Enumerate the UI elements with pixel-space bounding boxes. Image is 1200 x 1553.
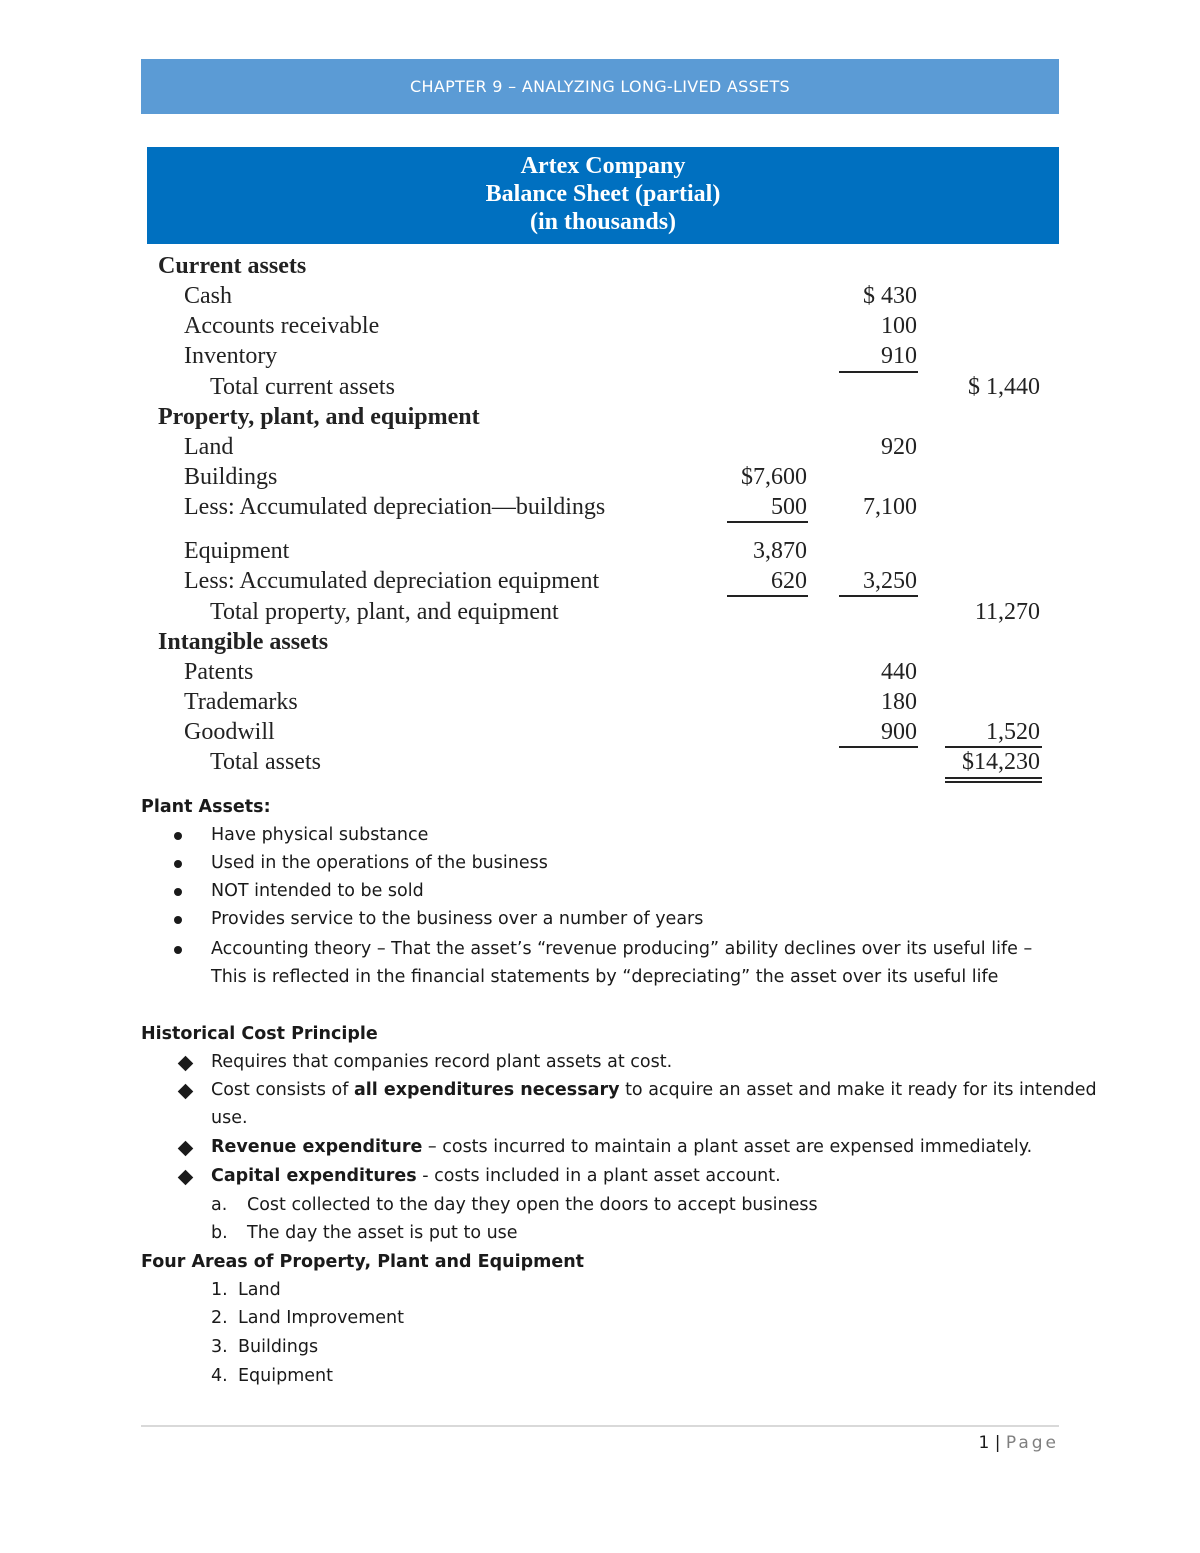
row-buildings-depreciation (0, 492, 1200, 522)
row-goodwill (0, 717, 1200, 747)
row-value: $ 1,440 (968, 374, 1040, 400)
row-value: 620 (771, 568, 807, 594)
bold-text: Capital expenditures (211, 1166, 417, 1186)
footer-separator: | (994, 1433, 1001, 1453)
row-label: Cash (184, 283, 232, 309)
item-text: Buildings (238, 1337, 319, 1357)
footer-divider (141, 1425, 1059, 1427)
text-fragment: – costs incurred to maintain a plant asset are expensed immediately. (422, 1137, 1033, 1157)
item-text: Land (238, 1280, 281, 1300)
diamond-bullet-icon (178, 1056, 194, 1072)
diamond-bullet-icon (178, 1170, 194, 1186)
diamond-bullet-icon (178, 1141, 194, 1157)
row-total-current-assets (0, 372, 1200, 402)
numbered-item (211, 1337, 318, 1357)
list-item: Used in the operations of the business (211, 853, 548, 873)
list-item: NOT intended to be sold (211, 881, 424, 901)
sub-item-text: The day the asset is put to use (247, 1223, 518, 1243)
numbered-item (211, 1280, 281, 1300)
row-value: 100 (881, 313, 917, 339)
row-value: $ 430 (863, 283, 917, 309)
bullet-icon (174, 888, 182, 896)
row-cash (0, 281, 1200, 311)
chapter-title: CHAPTER 9 – ANALYZING LONG-LIVED ASSETS (410, 77, 790, 96)
list-marker: 3. (211, 1337, 228, 1357)
diamond-bullet-icon (178, 1084, 194, 1100)
numbered-item (211, 1366, 333, 1386)
numbered-item (211, 1308, 404, 1328)
row-label: Less: Accumulated depreciation equipment (184, 568, 600, 594)
row-label: Goodwill (184, 719, 275, 745)
row-label: Inventory (184, 343, 278, 369)
row-total-assets (0, 747, 1200, 777)
item-text: Land Improvement (238, 1308, 404, 1328)
row-label: Buildings (184, 464, 278, 490)
row-label: Total property, plant, and equipment (210, 599, 559, 625)
list-item: Provides service to the business over a number of years (211, 909, 704, 929)
list-marker: 1. (211, 1280, 228, 1300)
row-value: 180 (881, 689, 917, 715)
list-item: Have physical substance (211, 825, 429, 845)
row-value: 3,870 (753, 538, 807, 564)
list-marker: a. (211, 1195, 228, 1215)
row-land (0, 432, 1200, 462)
section-intangibles (0, 627, 1200, 657)
row-value: 920 (881, 434, 917, 460)
row-net-value: 7,100 (863, 494, 917, 520)
row-equipment (0, 536, 1200, 566)
sub-item-b (211, 1223, 518, 1243)
page-word: Page (1005, 1433, 1059, 1453)
row-inventory (0, 341, 1200, 371)
row-accounts-receivable (0, 311, 1200, 341)
section-heading: Intangible assets (158, 629, 329, 655)
row-label: Equipment (184, 538, 290, 564)
section-ppe (0, 402, 1200, 432)
list-item (211, 1166, 781, 1186)
row-label: Trademarks (184, 689, 298, 715)
bullet-icon (174, 860, 182, 868)
list-item-continued: use. (211, 1108, 248, 1128)
bold-text: Revenue expenditure (211, 1137, 423, 1157)
list-marker: b. (211, 1223, 228, 1243)
row-net-value: 3,250 (863, 568, 917, 594)
section-heading: Property, plant, and equipment (158, 404, 480, 430)
company-name: Artex Company (520, 153, 686, 179)
row-value: 500 (771, 494, 807, 520)
row-value: 900 (881, 719, 917, 745)
row-label: Total current assets (210, 374, 395, 400)
row-value: 910 (881, 343, 917, 369)
row-label: Patents (184, 659, 254, 685)
row-label: Less: Accumulated depreciation—buildings (184, 494, 606, 520)
text-fragment: to acquire an asset and make it ready for its intended (619, 1080, 1097, 1100)
row-label: Total assets (210, 749, 321, 775)
historical-cost-heading: Historical Cost Principle (141, 1024, 378, 1044)
sub-item-a (211, 1195, 818, 1215)
row-value: 11,270 (974, 599, 1040, 625)
list-item (211, 1137, 1032, 1157)
row-buildings (0, 462, 1200, 492)
list-item-continued: This is reflected in the financial statements by “depreciating” the asset over its useful life (211, 967, 999, 987)
bullet-icon (174, 916, 182, 924)
underline (727, 521, 808, 523)
row-patents (0, 657, 1200, 687)
text-fragment: - costs included in a plant asset account. (416, 1166, 781, 1186)
list-marker: 4. (211, 1366, 228, 1386)
page-footer (978, 1433, 1059, 1453)
item-text: Equipment (238, 1366, 333, 1386)
list-item: Requires that companies record plant assets at cost. (211, 1052, 673, 1072)
bullet-icon (174, 832, 182, 840)
list-item: Accounting theory – That the asset’s “revenue producing” ability declines over its useful life – (211, 939, 1033, 959)
text-fragment: Cost consists of (211, 1080, 354, 1100)
section-heading: Current assets (158, 253, 307, 279)
sub-item-text: Cost collected to the day they open the doors to accept business (247, 1195, 818, 1215)
page-number: 1 (978, 1433, 990, 1453)
row-label: Land (184, 434, 234, 460)
double-underline-top (945, 777, 1042, 779)
row-total-ppe (0, 597, 1200, 627)
list-marker: 2. (211, 1308, 228, 1328)
row-value: $7,600 (741, 464, 807, 490)
bold-text: all expenditures necessary (353, 1080, 620, 1100)
row-equipment-depreciation (0, 566, 1200, 596)
row-value: $14,230 (962, 749, 1040, 775)
double-underline-bottom (945, 781, 1042, 783)
bullet-icon (174, 946, 182, 954)
statement-units: (in thousands) (529, 209, 677, 235)
row-total-value: 1,520 (986, 719, 1040, 745)
four-areas-heading: Four Areas of Property, Plant and Equipment (141, 1252, 585, 1272)
list-item (211, 1080, 1097, 1100)
row-value: 440 (881, 659, 917, 685)
section-current-assets (0, 251, 1200, 281)
row-trademarks (0, 687, 1200, 717)
plant-assets-heading: Plant Assets: (141, 797, 271, 817)
statement-name: Balance Sheet (partial) (485, 181, 721, 207)
row-label: Accounts receivable (184, 313, 380, 339)
